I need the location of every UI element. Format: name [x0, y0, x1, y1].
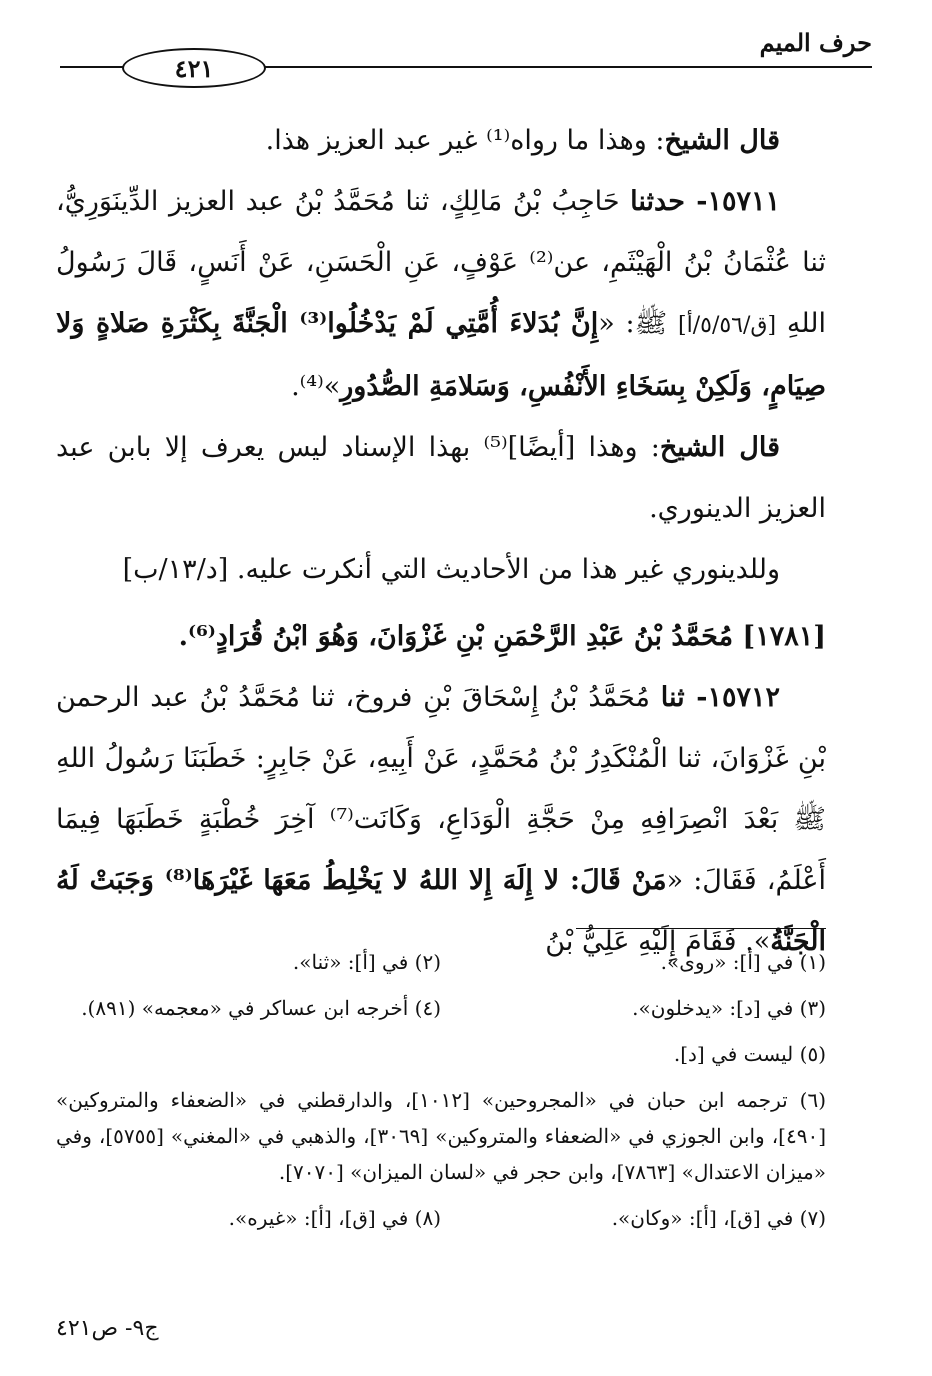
- page-number-badge: ٤٢١: [122, 48, 266, 88]
- footnote-1: (١) في [أ]: «روى».: [660, 950, 826, 974]
- paragraph-3: [56, 417, 826, 539]
- hadith-15711-number: ١٥٧١١- حدثنا: [630, 186, 780, 217]
- page-header: [60, 28, 872, 88]
- hadith-15711-isnad: حَاجِبُ بْنُ مَالِكٍ، ثنا مُحَمَّدُ بْنُ عبد العزيز الدِّينَوَرِيُّ، ثنا عُثْمَانُ بْنُ الْهَيْثَمِ، عن⁽²⁾ عَوْفٍ، عَنِ الْحَسَنِ، عَنْ أَنَسٍ، قَالَ رَسُولُ اللهِ: [56, 186, 826, 339]
- main-text: [56, 110, 826, 972]
- footnote-8: (٨) في [ق]، [أ]: «غيره».: [228, 1206, 441, 1230]
- paragraph-1-lead: قال الشيخ: [664, 125, 780, 156]
- hadith-15711-matn: إِنَّ بُدَلاءَ أُمَّتِي لَمْ يَدْخُلُوا⁽³⁾ الْجَنَّةَ بِكَثْرَةِ صَلاةٍ وَلا صِيَامٍ، وَلَكِنْ بِسَخَاءِ الأَنْفُسِ، وَسَلامَةِ الصُّدُورِ: [56, 308, 826, 402]
- salutation: ﷺ: «: [598, 308, 679, 339]
- paragraph-4: وللدينوري غير هذا من الأحاديث التي أنكرت عليه. [د/١٣/ب]: [122, 554, 780, 585]
- hadith-15711-end: »⁽⁴⁾.: [291, 371, 341, 402]
- hadith-15712-end: ». فَقَامَ إِلَيْهِ عَلِيُّ بْنُ: [545, 926, 771, 957]
- footnote-row-4: [56, 1200, 826, 1236]
- hadith-15712-isnad: مُحَمَّدُ بْنُ إِسْحَاقَ بْنِ فروخ، ثنا مُحَمَّدُ بْنُ عبد الرحمن بْنِ غَزْوَانَ، ثنا الْمُنْكَدِرُ بْنُ مُحَمَّدٍ، عَنْ أَبِيهِ، عَنْ جَابِرٍ: خَطَبَنَا رَسُولُ اللهِ ﷺ بَعْدَ انْصِرَافِهِ مِنْ حَجَّةِ الْوَدَاعِ، وَكَانَت⁽⁷⁾ آخِرَ خُطْبَةٍ خَطَبَهَا فِيمَا أَعْلَمُ، فَقَالَ: «: [56, 682, 826, 896]
- hadith-15711: [56, 171, 826, 417]
- footnote-rule: [576, 928, 826, 929]
- footnote-row-2: [56, 990, 826, 1026]
- footnote-7: (٧) في [ق]، [أ]: «وكان».: [611, 1206, 826, 1230]
- manuscript-ref: [ق/٥/٥٦/أ]: [678, 313, 777, 338]
- paragraph-3-lead: قال الشيخ: [659, 432, 780, 463]
- paragraph-1: [56, 110, 826, 171]
- footnote-6: (٦) ترجمه ابن حبان في «المجروحين» [١٠١٢]، والدارقطني في «الضعفاء والمتروكين» [٤٩٠]، وابن الجوزي في «الضعفاء والمتروكين» [٣٠٦٩]، والذهبي في «المغني» [٥٧٥٥]، وفي «ميزان الاعتدال» [٧٨٦٣]، وابن حجر في «لسان الميزان» [٧٠٧٠].: [56, 1088, 826, 1184]
- footnote-row-1: [56, 944, 826, 980]
- running-head: حرف الميم: [759, 28, 872, 57]
- paragraph-1-text: : وهذا ما رواه⁽¹⁾ غير عبد العزيز هذا.: [265, 125, 665, 156]
- hadith-15712-number: ١٥٧١٢- ثنا: [660, 682, 780, 713]
- footnotes: [56, 944, 826, 1246]
- footnote-2: (٢) في [أ]: «ثنا».: [292, 950, 441, 974]
- paragraph-3-text: : وهذا [أيضًا]⁽⁵⁾ بهذا الإسناد ليس يعرف إلا بابن عبد العزيز الدينوري.: [56, 432, 826, 524]
- narrator-heading: [١٧٨١] مُحَمَّدُ بْنُ عَبْدِ الرَّحْمَنِ بْنِ غَزْوَانَ، وَهُوَ ابْنُ قُرَادٍ⁽⁶⁾.: [178, 621, 826, 652]
- hadith-15712-matn: مَنْ قَالَ: لا إِلَهَ إِلا اللهُ لا يَخْلِطُ مَعَهَا غَيْرَهَا⁽⁸⁾ وَجَبَتْ لَهُ الْجَنَّةُ: [56, 865, 826, 957]
- footnote-3: (٣) في [د]: «يدخلون».: [632, 996, 826, 1020]
- hadith-15712: [56, 667, 826, 972]
- volume-page-ref: ج٩- ص٤٢١: [56, 1316, 159, 1341]
- footnote-5: (٥) ليست في [د].: [673, 1042, 826, 1066]
- footnote-4: (٤) أخرجه ابن عساكر في «معجمه» (٨٩١).: [81, 996, 441, 1020]
